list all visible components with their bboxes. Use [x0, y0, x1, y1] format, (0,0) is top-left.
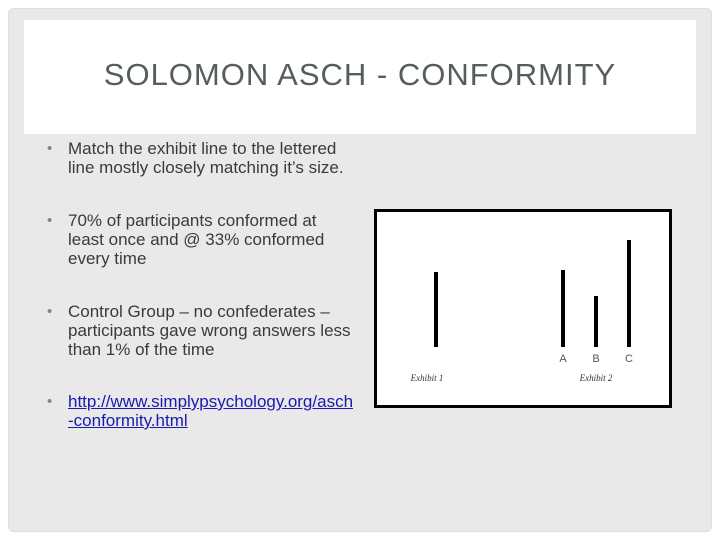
- bullet-dot-icon: •: [47, 212, 53, 229]
- exhibit1-label: Exhibit 1: [410, 373, 444, 383]
- bullet-item: [45, 211, 355, 268]
- bullet-dot-icon: •: [47, 393, 53, 410]
- bullet-text: Control Group – no confederates – participants gave wrong answers less than 1% of the time: [68, 302, 351, 359]
- bullet-dot-icon: •: [47, 303, 53, 320]
- line-c-label: C: [625, 353, 633, 365]
- bullet-item: [45, 392, 355, 430]
- title-box: [24, 20, 696, 134]
- bullet-item: [45, 139, 355, 177]
- exhibit2-label: Exhibit 2: [579, 373, 613, 383]
- exhibit-svg: [377, 212, 669, 405]
- line-b-label: B: [592, 353, 600, 365]
- slide-title: SOLOMON ASCH - CONFORMITY: [103, 57, 617, 92]
- bullet-dot-icon: •: [47, 140, 53, 157]
- reference-link[interactable]: http://www.simplypsychology.org/asch-conformity.html: [68, 392, 354, 430]
- slide: [8, 8, 712, 532]
- bullet-list: [45, 139, 355, 464]
- asch-exhibit-image: [374, 209, 672, 408]
- line-a-label: A: [559, 353, 567, 365]
- bullet-text: Match the exhibit line to the lettered line mostly closely matching it’s size.: [68, 139, 344, 177]
- bullet-text: 70% of participants conformed at least once and @ 33% conformed every time: [68, 211, 325, 268]
- bullet-item: [45, 302, 355, 359]
